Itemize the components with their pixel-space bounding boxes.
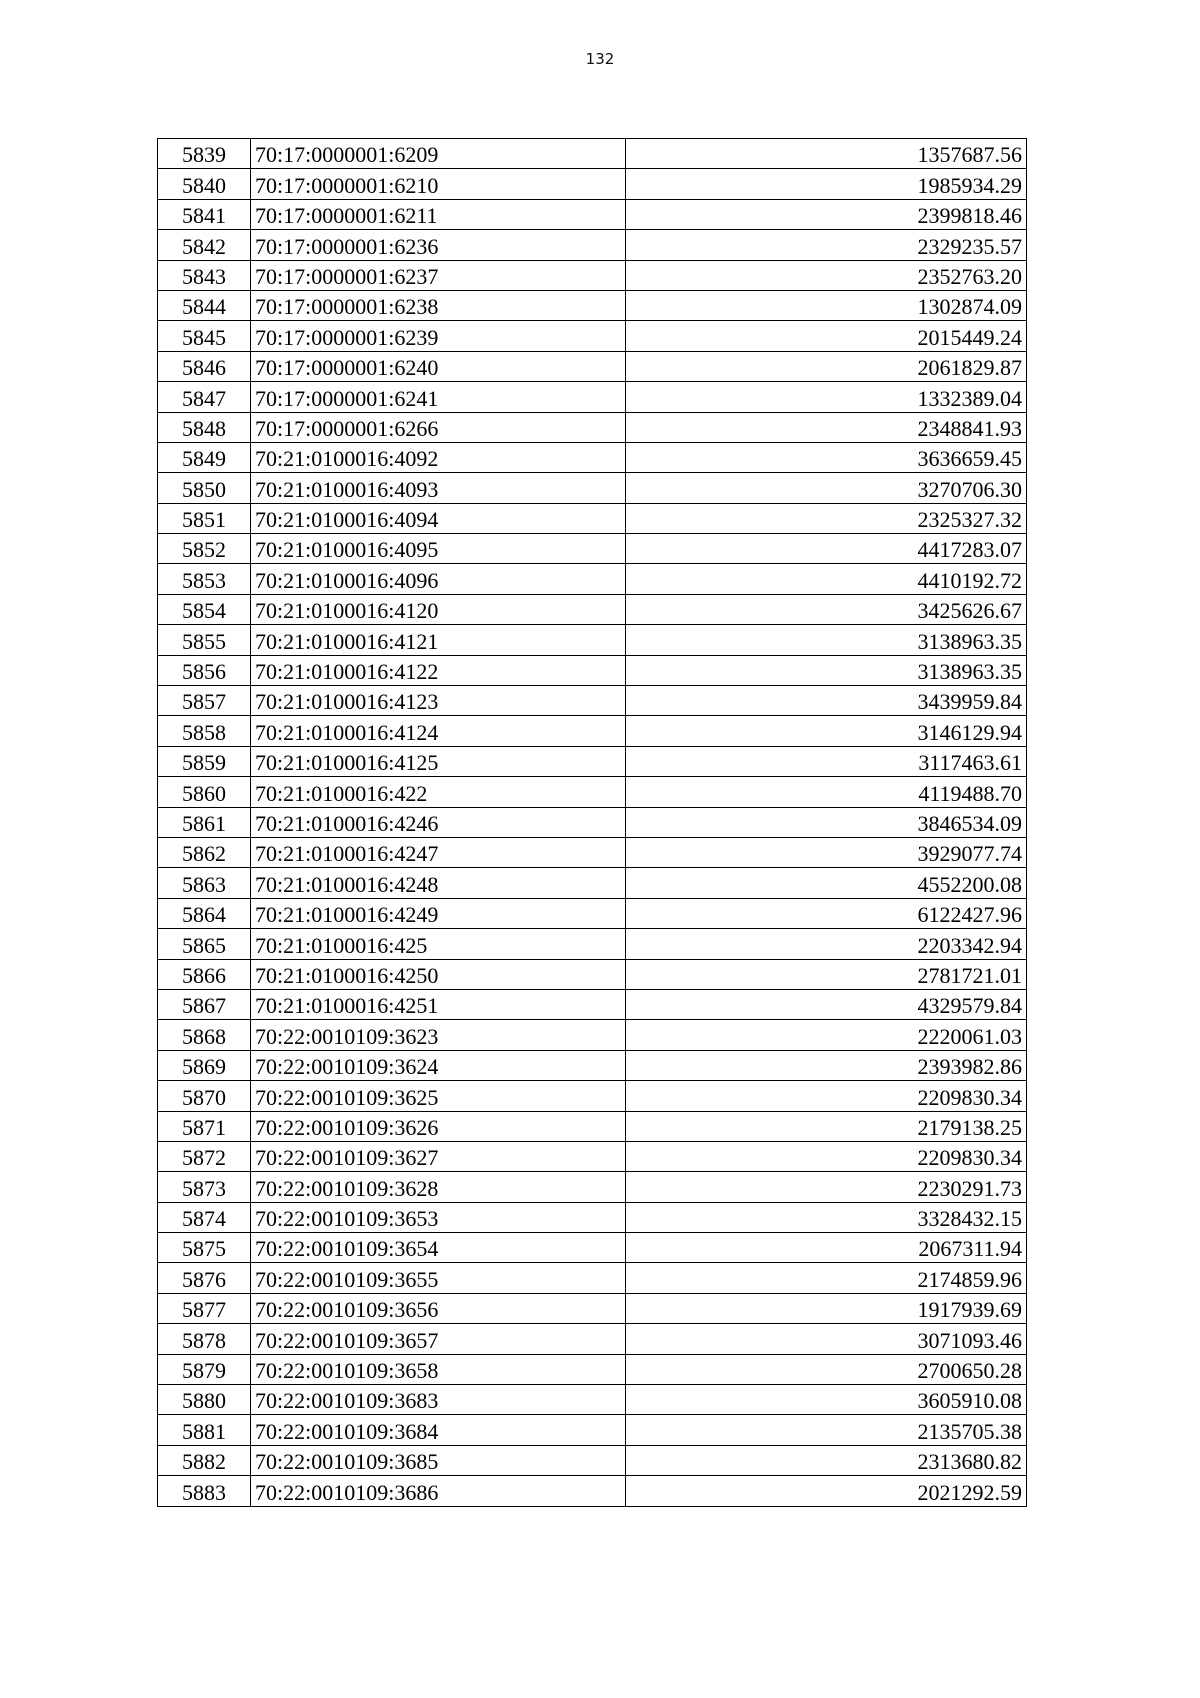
cadastral-number-cell: 70:21:0100016:4247 <box>251 837 626 867</box>
cadastral-number-cell: 70:21:0100016:4121 <box>251 625 626 655</box>
table-row <box>158 716 1027 746</box>
row-number-cell: 5843 <box>158 260 251 290</box>
cadastral-value-cell: 2209830.34 <box>626 1081 1027 1111</box>
row-number-cell: 5839 <box>158 139 251 169</box>
table-row <box>158 1385 1027 1415</box>
table-row <box>158 655 1027 685</box>
cadastral-value-cell: 2203342.94 <box>626 929 1027 959</box>
cadastral-number-cell: 70:22:0010109:3684 <box>251 1415 626 1445</box>
table-row <box>158 1172 1027 1202</box>
row-number-cell: 5877 <box>158 1293 251 1323</box>
row-number-cell: 5873 <box>158 1172 251 1202</box>
row-number-cell: 5860 <box>158 777 251 807</box>
cadastral-value-cell: 2209830.34 <box>626 1141 1027 1171</box>
cadastral-value-cell: 3929077.74 <box>626 837 1027 867</box>
cadastral-value-cell: 2325327.32 <box>626 503 1027 533</box>
row-number-cell: 5876 <box>158 1263 251 1293</box>
table-row <box>158 929 1027 959</box>
table-row <box>158 837 1027 867</box>
cadastral-number-cell: 70:21:0100016:4122 <box>251 655 626 685</box>
cadastral-value-cell: 2135705.38 <box>626 1415 1027 1445</box>
cadastral-value-cell: 3328432.15 <box>626 1202 1027 1232</box>
cadastral-number-cell: 70:17:0000001:6211 <box>251 199 626 229</box>
cadastral-number-cell: 70:22:0010109:3627 <box>251 1141 626 1171</box>
table-row <box>158 1050 1027 1080</box>
table-row <box>158 139 1027 169</box>
table-row <box>158 1233 1027 1263</box>
row-number-cell: 5851 <box>158 503 251 533</box>
row-number-cell: 5881 <box>158 1415 251 1445</box>
table-row <box>158 1141 1027 1171</box>
cadastral-value-cell: 3439959.84 <box>626 686 1027 716</box>
table-row <box>158 503 1027 533</box>
row-number-cell: 5855 <box>158 625 251 655</box>
cadastral-number-cell: 70:22:0010109:3625 <box>251 1081 626 1111</box>
table-row <box>158 534 1027 564</box>
table-row <box>158 1263 1027 1293</box>
cadastral-number-cell: 70:22:0010109:3654 <box>251 1233 626 1263</box>
cadastral-number-cell: 70:22:0010109:3624 <box>251 1050 626 1080</box>
cadastral-value-cell: 2329235.57 <box>626 230 1027 260</box>
table-row <box>158 868 1027 898</box>
cadastral-value-cell: 4552200.08 <box>626 868 1027 898</box>
row-number-cell: 5871 <box>158 1111 251 1141</box>
table-row <box>158 1476 1027 1506</box>
cadastral-number-cell: 70:17:0000001:6236 <box>251 230 626 260</box>
table-row <box>158 1081 1027 1111</box>
row-number-cell: 5857 <box>158 686 251 716</box>
cadastral-number-cell: 70:17:0000001:6238 <box>251 290 626 320</box>
cadastral-value-cell: 3636659.45 <box>626 442 1027 472</box>
cadastral-number-cell: 70:17:0000001:6239 <box>251 321 626 351</box>
cadastral-value-cell: 2700650.28 <box>626 1354 1027 1384</box>
cadastral-value-cell: 2061829.87 <box>626 351 1027 381</box>
row-number-cell: 5870 <box>158 1081 251 1111</box>
table-row <box>158 169 1027 199</box>
table-row <box>158 594 1027 624</box>
cadastral-value-cell: 1357687.56 <box>626 139 1027 169</box>
cadastral-value-cell: 1332389.04 <box>626 382 1027 412</box>
cadastral-number-cell: 70:17:0000001:6209 <box>251 139 626 169</box>
cadastral-value-cell: 3846534.09 <box>626 807 1027 837</box>
row-number-cell: 5866 <box>158 959 251 989</box>
row-number-cell: 5842 <box>158 230 251 260</box>
cadastral-number-cell: 70:21:0100016:4095 <box>251 534 626 564</box>
cadastral-number-cell: 70:22:0010109:3686 <box>251 1476 626 1506</box>
row-number-cell: 5856 <box>158 655 251 685</box>
cadastral-number-cell: 70:21:0100016:422 <box>251 777 626 807</box>
row-number-cell: 5840 <box>158 169 251 199</box>
row-number-cell: 5854 <box>158 594 251 624</box>
cadastral-number-cell: 70:21:0100016:4096 <box>251 564 626 594</box>
table-row <box>158 230 1027 260</box>
table-row <box>158 321 1027 351</box>
row-number-cell: 5863 <box>158 868 251 898</box>
cadastral-number-cell: 70:21:0100016:4251 <box>251 989 626 1019</box>
table-row <box>158 989 1027 1019</box>
cadastral-number-cell: 70:21:0100016:4250 <box>251 959 626 989</box>
cadastral-value-cell: 1917939.69 <box>626 1293 1027 1323</box>
cadastral-value-cell: 3138963.35 <box>626 655 1027 685</box>
cadastral-value-cell: 4410192.72 <box>626 564 1027 594</box>
table-row <box>158 1111 1027 1141</box>
table-row <box>158 473 1027 503</box>
cadastral-value-cell: 3270706.30 <box>626 473 1027 503</box>
table-row <box>158 625 1027 655</box>
cadastral-value-cell: 3425626.67 <box>626 594 1027 624</box>
row-number-cell: 5868 <box>158 1020 251 1050</box>
table-row <box>158 382 1027 412</box>
cadastral-number-cell: 70:22:0010109:3657 <box>251 1324 626 1354</box>
table-body <box>158 139 1027 1507</box>
table-row <box>158 807 1027 837</box>
table-row <box>158 412 1027 442</box>
cadastral-value-cell: 3138963.35 <box>626 625 1027 655</box>
page-number: 132 <box>585 50 615 68</box>
row-number-cell: 5875 <box>158 1233 251 1263</box>
cadastral-number-cell: 70:21:0100016:4092 <box>251 442 626 472</box>
row-number-cell: 5858 <box>158 716 251 746</box>
cadastral-number-cell: 70:21:0100016:4248 <box>251 868 626 898</box>
cadastral-number-cell: 70:17:0000001:6237 <box>251 260 626 290</box>
cadastral-number-cell: 70:22:0010109:3683 <box>251 1385 626 1415</box>
cadastral-value-cell: 3071093.46 <box>626 1324 1027 1354</box>
row-number-cell: 5844 <box>158 290 251 320</box>
cadastral-value-cell: 4417283.07 <box>626 534 1027 564</box>
cadastral-number-cell: 70:21:0100016:4093 <box>251 473 626 503</box>
cadastral-number-cell: 70:22:0010109:3653 <box>251 1202 626 1232</box>
row-number-cell: 5872 <box>158 1141 251 1171</box>
row-number-cell: 5867 <box>158 989 251 1019</box>
cadastral-value-cell: 2313680.82 <box>626 1445 1027 1475</box>
table-row <box>158 199 1027 229</box>
cadastral-value-cell: 3605910.08 <box>626 1385 1027 1415</box>
row-number-cell: 5850 <box>158 473 251 503</box>
cadastral-value-cell: 1302874.09 <box>626 290 1027 320</box>
row-number-cell: 5846 <box>158 351 251 381</box>
row-number-cell: 5880 <box>158 1385 251 1415</box>
row-number-cell: 5878 <box>158 1324 251 1354</box>
cadastral-value-cell: 2393982.86 <box>626 1050 1027 1080</box>
cadastral-value-cell: 1985934.29 <box>626 169 1027 199</box>
table-row <box>158 260 1027 290</box>
row-number-cell: 5841 <box>158 199 251 229</box>
row-number-cell: 5862 <box>158 837 251 867</box>
cadastral-number-cell: 70:17:0000001:6241 <box>251 382 626 412</box>
table-row <box>158 1354 1027 1384</box>
row-number-cell: 5852 <box>158 534 251 564</box>
cadastral-number-cell: 70:17:0000001:6210 <box>251 169 626 199</box>
cadastral-number-cell: 70:21:0100016:4123 <box>251 686 626 716</box>
table-row <box>158 1020 1027 1050</box>
cadastral-number-cell: 70:17:0000001:6266 <box>251 412 626 442</box>
row-number-cell: 5864 <box>158 898 251 928</box>
row-number-cell: 5879 <box>158 1354 251 1384</box>
cadastral-number-cell: 70:22:0010109:3623 <box>251 1020 626 1050</box>
row-number-cell: 5865 <box>158 929 251 959</box>
table-row <box>158 564 1027 594</box>
cadastral-value-cell: 2348841.93 <box>626 412 1027 442</box>
cadastral-number-cell: 70:21:0100016:4249 <box>251 898 626 928</box>
table-row <box>158 686 1027 716</box>
cadastral-number-cell: 70:22:0010109:3655 <box>251 1263 626 1293</box>
row-number-cell: 5849 <box>158 442 251 472</box>
cadastral-value-table <box>157 138 1027 1507</box>
cadastral-value-cell: 6122427.96 <box>626 898 1027 928</box>
row-number-cell: 5869 <box>158 1050 251 1080</box>
cadastral-value-cell: 4329579.84 <box>626 989 1027 1019</box>
table-row <box>158 1202 1027 1232</box>
cadastral-number-cell: 70:21:0100016:4246 <box>251 807 626 837</box>
cadastral-value-cell: 2179138.25 <box>626 1111 1027 1141</box>
cadastral-value-cell: 2015449.24 <box>626 321 1027 351</box>
table-row <box>158 290 1027 320</box>
cadastral-number-cell: 70:21:0100016:425 <box>251 929 626 959</box>
row-number-cell: 5859 <box>158 746 251 776</box>
row-number-cell: 5848 <box>158 412 251 442</box>
table-row <box>158 1415 1027 1445</box>
row-number-cell: 5861 <box>158 807 251 837</box>
cadastral-number-cell: 70:21:0100016:4094 <box>251 503 626 533</box>
table-row <box>158 442 1027 472</box>
cadastral-value-cell: 2230291.73 <box>626 1172 1027 1202</box>
cadastral-value-cell: 3117463.61 <box>626 746 1027 776</box>
row-number-cell: 5882 <box>158 1445 251 1475</box>
cadastral-value-cell: 4119488.70 <box>626 777 1027 807</box>
cadastral-number-cell: 70:22:0010109:3685 <box>251 1445 626 1475</box>
table-row <box>158 1445 1027 1475</box>
row-number-cell: 5874 <box>158 1202 251 1232</box>
table-row <box>158 351 1027 381</box>
table-row <box>158 777 1027 807</box>
table-row <box>158 1324 1027 1354</box>
cadastral-value-cell: 2021292.59 <box>626 1476 1027 1506</box>
cadastral-number-cell: 70:17:0000001:6240 <box>251 351 626 381</box>
row-number-cell: 5845 <box>158 321 251 351</box>
row-number-cell: 5847 <box>158 382 251 412</box>
cadastral-value-cell: 3146129.94 <box>626 716 1027 746</box>
cadastral-number-cell: 70:22:0010109:3658 <box>251 1354 626 1384</box>
row-number-cell: 5883 <box>158 1476 251 1506</box>
cadastral-number-cell: 70:22:0010109:3626 <box>251 1111 626 1141</box>
cadastral-value-cell: 2781721.01 <box>626 959 1027 989</box>
cadastral-value-cell: 2174859.96 <box>626 1263 1027 1293</box>
table-row <box>158 959 1027 989</box>
cadastral-value-cell: 2220061.03 <box>626 1020 1027 1050</box>
table-row <box>158 1293 1027 1323</box>
cadastral-number-cell: 70:21:0100016:4124 <box>251 716 626 746</box>
cadastral-value-cell: 2399818.46 <box>626 199 1027 229</box>
cadastral-value-cell: 2352763.20 <box>626 260 1027 290</box>
cadastral-number-cell: 70:21:0100016:4120 <box>251 594 626 624</box>
cadastral-number-cell: 70:21:0100016:4125 <box>251 746 626 776</box>
cadastral-number-cell: 70:22:0010109:3628 <box>251 1172 626 1202</box>
cadastral-number-cell: 70:22:0010109:3656 <box>251 1293 626 1323</box>
row-number-cell: 5853 <box>158 564 251 594</box>
table-row <box>158 898 1027 928</box>
cadastral-value-cell: 2067311.94 <box>626 1233 1027 1263</box>
table-row <box>158 746 1027 776</box>
